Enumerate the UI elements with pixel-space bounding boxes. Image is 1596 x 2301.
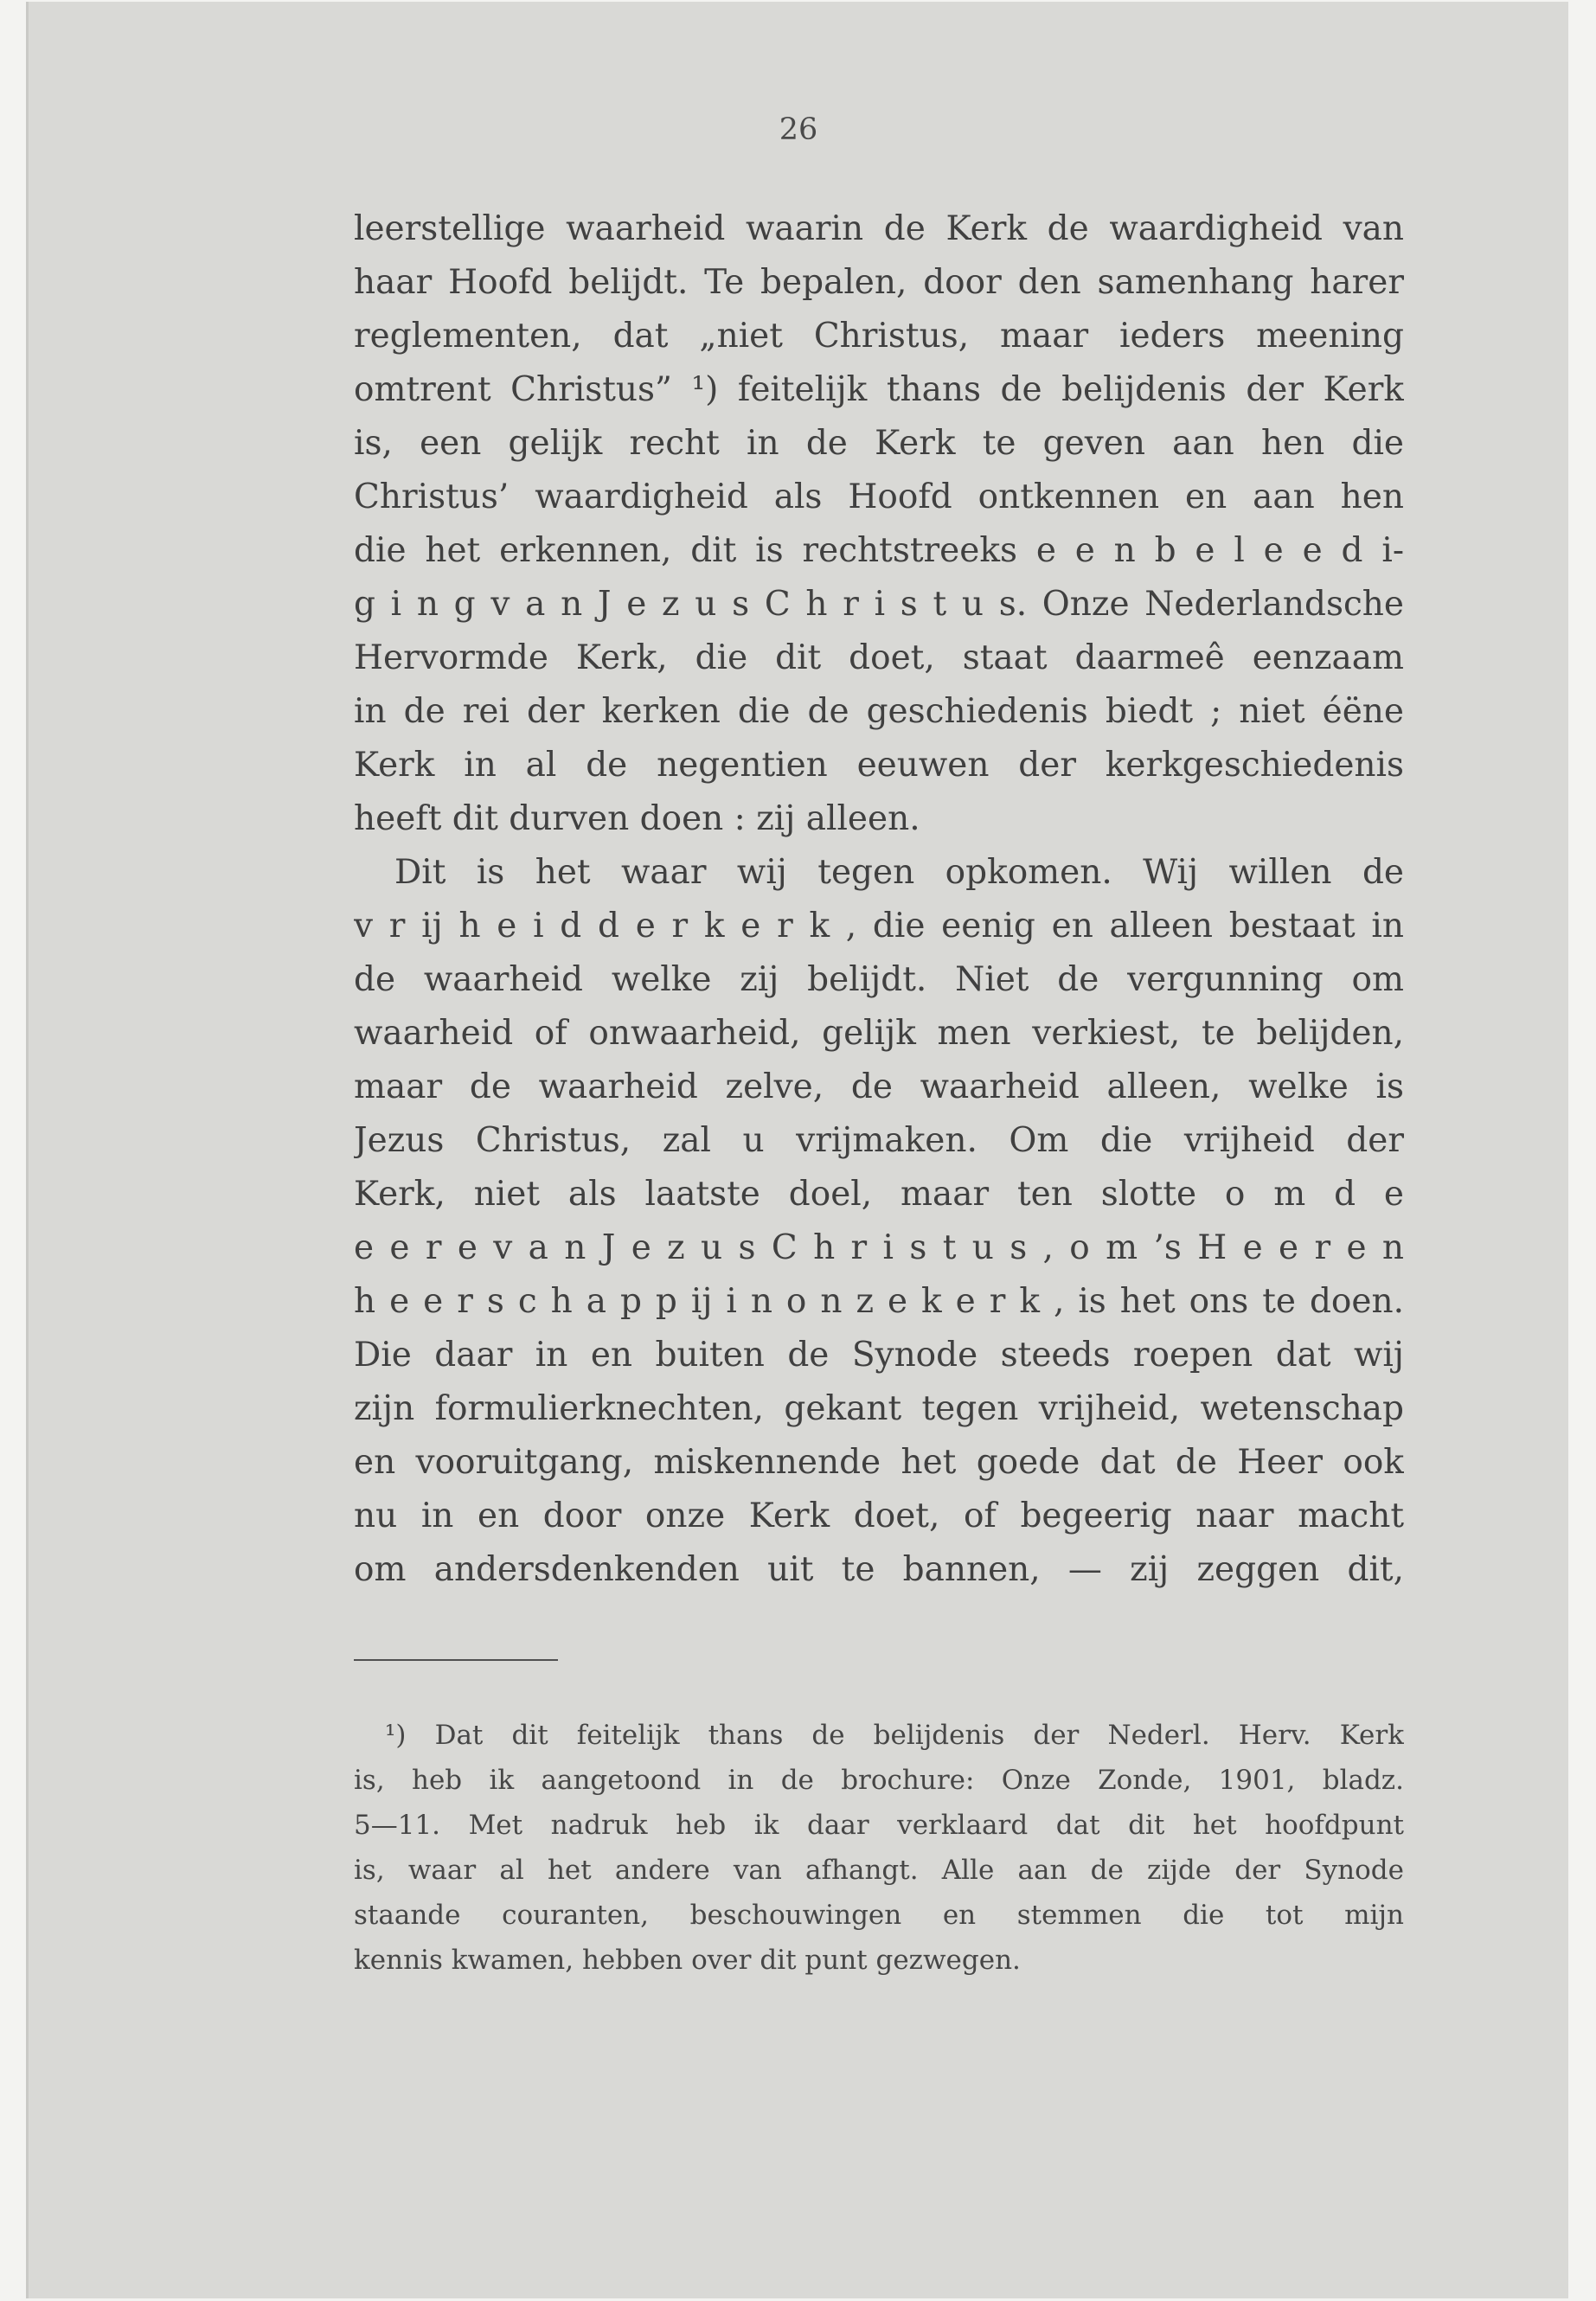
body-line: de waarheid welke zij belijdt. Niet de vergunning om <box>354 960 1404 999</box>
body-line: en vooruitgang, miskennende het goede dat de Heer ook <box>354 1443 1404 1482</box>
body-line: reglementen, dat „niet Christus, maar ieders meening <box>354 317 1404 356</box>
body-line: e e r e v a n J e z u s C h r i s t u s , o m ’s H e e r e n <box>354 1228 1404 1267</box>
body-line: Hervormde Kerk, die dit doet, staat daarmeê eenzaam <box>354 638 1404 677</box>
body-line: waarheid of onwaarheid, gelijk men verkiest, te belijden, <box>354 1014 1404 1053</box>
body-line: om andersdenkenden uit te bannen, — zij zeggen dit, <box>354 1550 1404 1589</box>
footnote-line: kennis kwamen, hebben over dit punt gezwegen. <box>354 1945 1021 1976</box>
footnote-line: is, heb ik aangetoond in de brochure: Onze Zonde, 1901, bladz. <box>354 1765 1404 1796</box>
body-line: omtrent Christus” ¹) feitelijk thans de belijdenis der Kerk <box>354 370 1404 409</box>
body-line: g i n g v a n J e z u s C h r i s t u s. Onze Nederlandsche <box>354 585 1404 624</box>
body-line: Die daar in en buiten de Synode steeds roepen dat wij <box>354 1336 1404 1375</box>
body-line: is, een gelijk recht in de Kerk te geven aan hen die <box>354 424 1404 463</box>
body-line: leerstellige waarheid waarin de Kerk de waardigheid van <box>354 209 1404 248</box>
body-line: heeft dit durven doen : zij alleen. <box>354 799 920 838</box>
footnote-line: ¹) Dat dit feitelijk thans de belijdenis der Nederl. Herv. Kerk <box>385 1720 1404 1751</box>
body-line: zijn formulierknechten, gekant tegen vrijheid, wetenschap <box>354 1389 1404 1428</box>
paragraph-start-line: Dit is het waar wij tegen opkomen. Wij willen de <box>394 853 1404 892</box>
body-line: Kerk in al de negentien eeuwen der kerkgeschiedenis <box>354 746 1404 785</box>
body-line: h e e r s c h a p p ij i n o n z e k e r k , is het ons te doen. <box>354 1282 1404 1321</box>
footnote-line: 5—11. Met nadruk heb ik daar verklaard dat dit het hoofdpunt <box>354 1810 1404 1841</box>
body-line: in de rei der kerken die de geschiedenis biedt ; niet éëne <box>354 692 1404 731</box>
body-line: haar Hoofd belijdt. Te bepalen, door den samenhang harer <box>354 263 1404 302</box>
body-line: Christus’ waardigheid als Hoofd ontkennen en aan hen <box>354 478 1404 516</box>
footnote-separator <box>354 1659 558 1661</box>
body-line: Jezus Christus, zal u vrijmaken. Om die vrijheid der <box>354 1121 1404 1160</box>
page-number: 26 <box>779 112 818 147</box>
body-line: Kerk, niet als laatste doel, maar ten slotte o m d e <box>354 1175 1404 1214</box>
body-line: maar de waarheid zelve, de waarheid alleen, welke is <box>354 1067 1404 1106</box>
body-line: nu in en door onze Kerk doet, of begeerig naar macht <box>354 1497 1404 1535</box>
footnote-line: is, waar al het andere van afhangt. Alle aan de zijde der Synode <box>354 1855 1404 1886</box>
footnote-line: staande couranten, beschouwingen en stemmen die tot mijn <box>354 1900 1404 1931</box>
body-line: die het erkennen, dit is rechtstreeks e e n b e l e e d i- <box>354 531 1404 570</box>
body-line: v r ij h e i d d e r k e r k , die eenig en alleen bestaat in <box>354 907 1404 945</box>
book-page <box>26 2 1568 2298</box>
